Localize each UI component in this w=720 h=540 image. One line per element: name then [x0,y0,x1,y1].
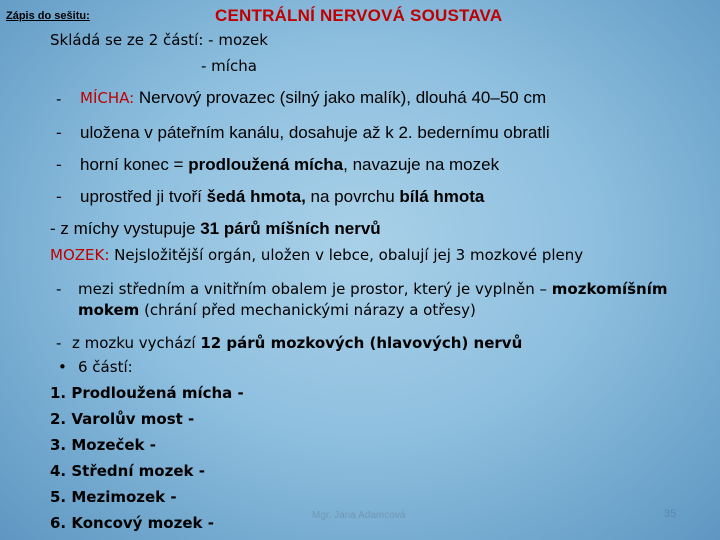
mozek-nerves [72,334,522,352]
micha-item-3-dash: - [56,187,62,206]
note-label: Zápis do sešitu: [6,10,90,22]
intro-line-1: Skládá se ze 2 částí: - mozek [50,31,268,49]
micha-item-3-bold-2: bílá hmota [399,187,485,206]
mozek-item-dash: - [56,280,62,298]
micha-nerves-bold: 31 párů míšních nervů [200,219,381,238]
micha-item-3-post: na povrchu [305,187,400,206]
micha-item-3-pre: uprostřed ji tvoří [80,187,207,206]
mozek-item-line-1 [78,280,667,298]
parts-label: 6 částí: [78,358,133,376]
part-item-6: 6. Koncový mozek - [50,514,214,532]
footer-author: Mgr. Jana Adamcová [312,510,406,521]
micha-text: Nervový provazec (silný jako malík), dlouhá 40–50 cm [134,88,547,107]
mozek-item-line-2-post: (chrání před mechanickými nárazy a otřesy) [139,301,476,319]
part-item-5: 5. Mezimozek - [50,488,177,506]
micha-nerves [50,219,381,239]
part-item-4: 4. Střední mozek - [50,462,205,480]
mozek-line [50,246,583,264]
mozek-item-line-2 [78,301,476,319]
mozek-item-line-1-bold: mozkomíšním [551,280,668,298]
micha-line [80,88,546,108]
micha-item-3-bold: šedá hmota, [206,187,306,206]
micha-item-2-post: , navazuje na mozek [343,155,500,174]
mozek-item-line-1-pre: mezi středním a vnitřním obalem je prostor, který je vyplněn – [78,280,552,298]
mozek-nerves-pre: z mozku vychází [72,334,201,352]
mozek-label: MOZEK: [50,246,110,264]
micha-item-2-dash: - [56,155,62,174]
mozek-item-line-2-bold: mokem [78,301,140,319]
page-title: CENTRÁLNÍ NERVOVÁ SOUSTAVA [215,6,503,25]
micha-item-1-dash: - [56,123,62,142]
micha-item-1-text: uložena v páteřním kanálu, dosahuje až k 2. bedernímu obratli [80,123,550,142]
part-item-1: 1. Prodloužená mícha - [50,384,244,402]
mozek-nerves-dash: - [56,334,62,352]
micha-label: MÍCHA: [80,89,135,107]
micha-dash: - [56,90,62,108]
micha-item-2-bold: prodloužená mícha [188,155,344,174]
mozek-text: Nejsložitější orgán, uložen v lebce, obalují jej 3 mozkové pleny [109,246,584,264]
micha-item-2-pre: horní konec = [80,155,189,174]
parts-bullet: • [58,358,67,376]
micha-item-2 [80,155,499,175]
intro-line-2: - mícha [201,57,257,75]
micha-nerves-pre: - z míchy vystupuje [50,219,201,238]
micha-item-3 [80,187,484,207]
part-item-2: 2. Varolův most - [50,410,195,428]
mozek-nerves-bold: 12 párů mozkových (hlavových) nervů [200,334,523,352]
page-number: 35 [664,508,677,520]
part-item-3: 3. Mozeček - [50,436,156,454]
micha-item-1 [80,123,550,143]
